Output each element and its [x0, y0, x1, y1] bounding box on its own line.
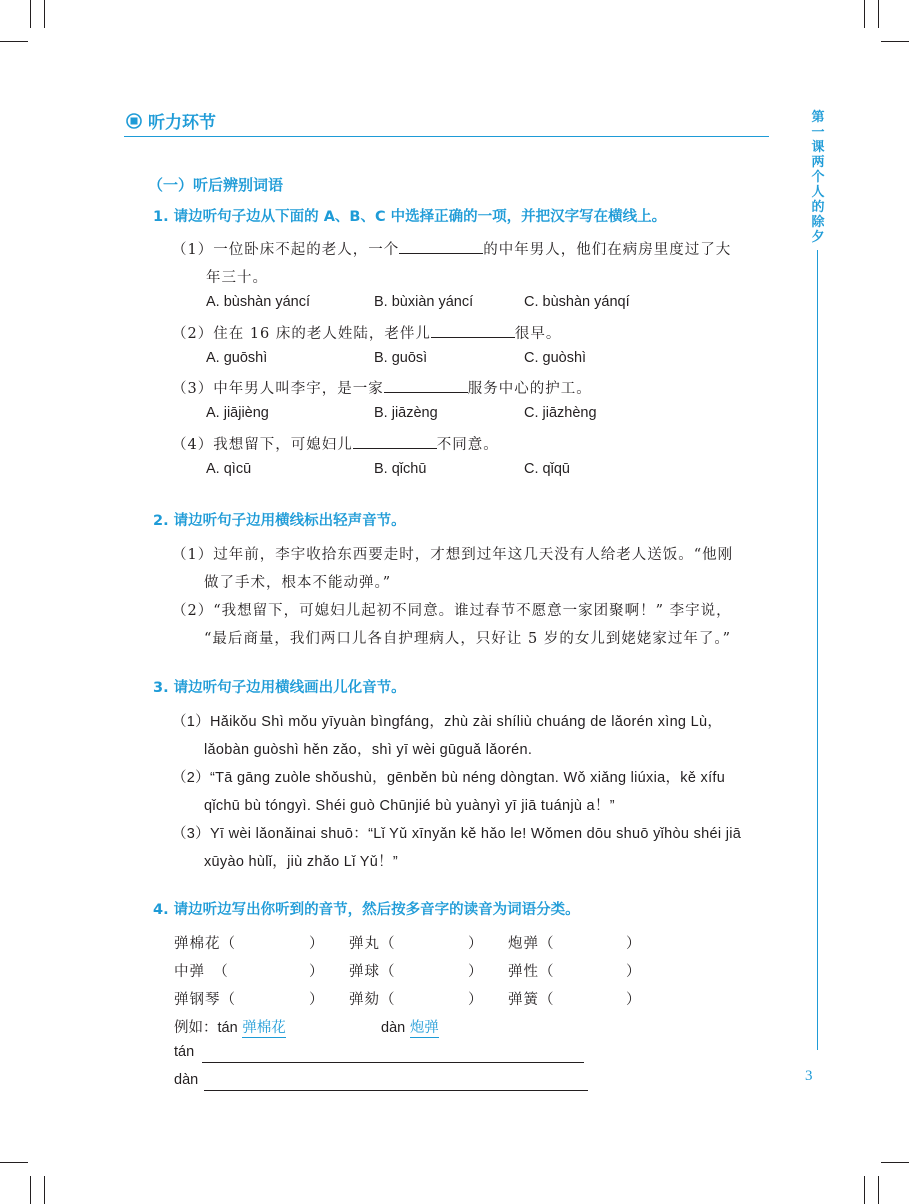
q2-item-1-line-1: （1）过年前，李宇收拾东西要走时，才想到过年这几天没有人给老人送饭。“他刚 [172, 547, 734, 563]
q1-item-4 [172, 433, 499, 454]
word-cell-close[interactable]: ） [626, 992, 642, 1008]
word-cell-close[interactable]: ） [309, 992, 325, 1008]
word-cell-open: 弹钢琴（ [174, 992, 236, 1008]
option-b[interactable]: B. guōsì [374, 350, 428, 366]
crop-mark [44, 0, 45, 28]
subsection-title: （一）听后辨别词语 [148, 176, 284, 194]
crop-mark [878, 0, 879, 28]
word-cell-open: 弹棉花（ [174, 936, 236, 952]
crop-mark [881, 41, 909, 42]
answer-blank[interactable] [384, 378, 468, 393]
crop-mark [30, 0, 31, 28]
q2-item-2-line-2: “最后商量，我们两口儿各自护理病人，只好让 5 岁的女儿到姥姥家过年了。” [204, 631, 732, 647]
word-cell-close[interactable]: ） [468, 964, 484, 980]
q1-item-2-post: 很早。 [514, 326, 562, 342]
word-cell-open: 弹性（ [508, 964, 555, 980]
word-cell-open: 炮弹（ [508, 936, 555, 952]
question-1-title: 1. 请边听句子边从下面的 A、B、C 中选择正确的一项，并把汉字写在横线上。 [153, 209, 667, 225]
word-cell-close[interactable]: ） [309, 964, 325, 980]
question-4-title: 4. 请边听边写出你听到的音节，然后按多音字的读音为词语分类。 [153, 902, 580, 918]
dan-label: dàn [174, 1072, 199, 1088]
word-cell-close[interactable]: ） [626, 964, 642, 980]
q1-item-1-cont: 年三十。 [206, 270, 268, 286]
tan-label: tán [174, 1044, 195, 1060]
crop-mark [864, 1176, 865, 1204]
option-b[interactable]: B. jiāzèng [374, 405, 438, 421]
option-c[interactable]: C. jiāzhèng [524, 405, 597, 421]
q1-item-1-pre: （1）一位卧床不起的老人，一个 [172, 242, 400, 258]
q3-item-3-line-1: （3）Yī wèi lǎonǎinai shuō：“Lǐ Yǔ xīnyǎn kě hǎo le! Wǒmen dōu shuō yǐhòu shéi jiā [172, 826, 742, 842]
section-header [126, 108, 216, 133]
question-3-title: 3. 请边听句子边用横线画出儿化音节。 [153, 680, 406, 696]
option-c[interactable]: C. guòshì [524, 350, 587, 366]
q1-item-4-post: 不同意。 [436, 437, 499, 453]
option-b[interactable]: B. bùxiàn yáncí [374, 294, 474, 310]
example-dan-label: dàn [381, 1020, 406, 1036]
dan-answer-line[interactable] [204, 1090, 588, 1091]
answer-blank[interactable] [399, 239, 483, 254]
option-c[interactable]: C. bùshàn yánqí [524, 294, 630, 310]
answer-blank[interactable] [353, 434, 437, 449]
word-cell-close[interactable]: ） [468, 936, 484, 952]
example-row [174, 1016, 286, 1037]
crop-mark [878, 1176, 879, 1204]
q1-item-1-post: 的中年男人，他们在病房里度过了大 [483, 242, 732, 258]
q1-item-3-post: 服务中心的护工。 [467, 381, 592, 397]
q1-item-2 [172, 322, 561, 343]
question-2-title: 2. 请边听句子边用横线标出轻声音节。 [153, 513, 406, 529]
q3-item-1-line-2: lǎobàn guòshì hěn zǎo，shì yī wèi gūguǎ lǎorén. [204, 742, 533, 758]
option-a[interactable]: A. guōshì [206, 350, 268, 366]
side-chapter-title: 第一课 两个人的除夕 [811, 110, 825, 245]
word-cell-open: 弹球（ [349, 964, 396, 980]
option-a[interactable]: A. qìcū [206, 461, 252, 477]
crop-mark [0, 41, 28, 42]
section-title: 听力环节 [148, 113, 216, 133]
q3-item-1-line-1: （1）Hǎikǒu Shì mǒu yīyuàn bìngfáng，zhù zài shíliù chuáng de lǎorén xìng Lù， [172, 714, 723, 730]
q3-item-3-line-2: xūyào hùlǐ，jiù zhǎo Lǐ Yǔ！” [204, 854, 399, 870]
crop-mark [881, 1162, 909, 1163]
crop-mark [30, 1176, 31, 1204]
q2-item-1-line-2: 做了手术，根本不能动弹。” [204, 575, 392, 591]
word-cell-close[interactable]: ） [309, 936, 325, 952]
answer-blank[interactable] [431, 323, 515, 338]
option-a[interactable]: A. bùshàn yáncí [206, 294, 310, 310]
bullet-icon [126, 113, 142, 129]
word-cell-open: 弹丸（ [349, 936, 396, 952]
word-cell-open: 中弹 （ [174, 964, 229, 980]
example-dan [381, 1016, 439, 1037]
page-number: 3 [805, 1068, 813, 1084]
q1-item-1 [172, 238, 731, 259]
q3-item-2-line-2: qǐchū bù tóngyì. Shéi guò Chūnjié bù yuànyì yī jiā tuánjù a！” [204, 798, 615, 814]
crop-mark [864, 0, 865, 28]
title-rule [124, 136, 769, 137]
word-cell-open: 弹簧（ [508, 992, 555, 1008]
example-label: 例如：tán [174, 1020, 238, 1036]
crop-mark [44, 1176, 45, 1204]
q3-item-2-line-1: （2）“Tā gāng zuòle shǒushù，gēnběn bù néng dòngtan. Wǒ xiǎng liúxia，kě xífu [172, 770, 726, 786]
q1-item-3 [172, 377, 592, 398]
option-a[interactable]: A. jiājièng [206, 405, 269, 421]
crop-mark [0, 1162, 28, 1163]
word-cell-open: 弹劾（ [349, 992, 396, 1008]
word-cell-close[interactable]: ） [468, 992, 484, 1008]
q2-item-2-line-1: （2）“我想留下，可媳妇儿起初不同意。谁过春节不愿意一家团聚啊！” 李宇说， [172, 603, 732, 619]
example-dan-answer: 炮弹 [409, 1020, 439, 1036]
example-tan-answer: 弹棉花 [242, 1020, 286, 1036]
side-rule [817, 250, 818, 1050]
tan-answer-line[interactable] [202, 1062, 584, 1063]
word-cell-close[interactable]: ） [626, 936, 642, 952]
q1-item-2-pre: （2）住在 16 床的老人姓陆，老伴儿 [172, 326, 431, 342]
option-b[interactable]: B. qǐchū [374, 461, 427, 477]
q1-item-3-pre: （3）中年男人叫李宇，是一家 [172, 381, 384, 397]
option-c[interactable]: C. qǐqū [524, 461, 570, 477]
q1-item-4-pre: （4）我想留下，可媳妇儿 [172, 437, 353, 453]
